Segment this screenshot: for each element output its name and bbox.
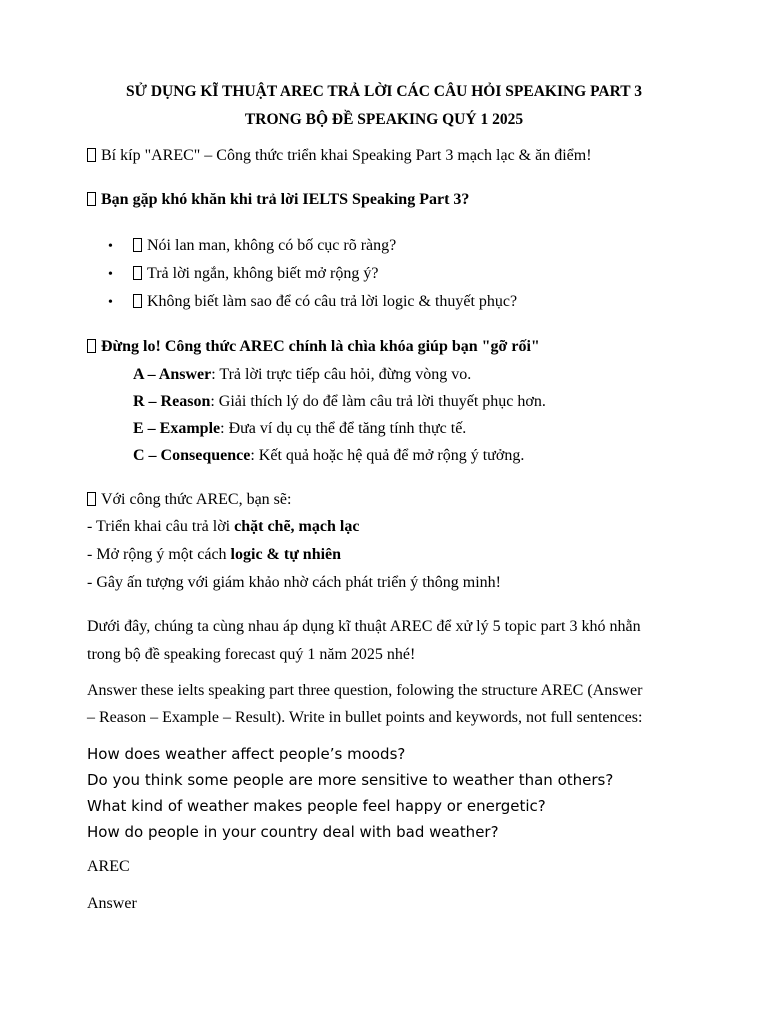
question-item: How does weather affect people’s moods? bbox=[87, 745, 406, 763]
formula-term: A – Answer bbox=[133, 366, 212, 383]
formula-heading-text: Đừng lo! Công thức AREC chính là chìa khóa giúp bạn "gỡ rối" bbox=[101, 338, 540, 355]
formula-item-consequence bbox=[133, 446, 524, 466]
benefit-prefix: - Mở rộng ý một cách bbox=[87, 546, 231, 563]
formula-term: C – Consequence bbox=[133, 447, 251, 464]
problem-item-text: Trả lời ngắn, không biết mở rộng ý? bbox=[147, 265, 379, 282]
formula-desc: : Đưa ví dụ cụ thể để tăng tính thực tế. bbox=[220, 420, 467, 437]
benefit-bold: chặt chẽ, mạch lạc bbox=[234, 518, 360, 535]
benefit-item bbox=[87, 517, 359, 537]
benefits-heading bbox=[87, 490, 291, 510]
formula-desc: : Trả lời trực tiếp câu hỏi, đừng vòng vo. bbox=[211, 366, 472, 383]
question-item: How do people in your country deal with bad weather? bbox=[87, 823, 499, 841]
benefit-item bbox=[87, 573, 501, 593]
missing-glyph-icon bbox=[87, 192, 96, 206]
formula-desc: : Kết quả hoặc hệ quả để mở rộng ý tưởng. bbox=[250, 447, 525, 464]
formula-item-answer bbox=[133, 365, 471, 385]
paragraph-intro-line-2: trong bộ đề speaking forecast quý 1 năm 2025 nhé! bbox=[87, 646, 416, 663]
intro-question bbox=[87, 190, 469, 210]
problem-item-text: Không biết làm sao để có câu trả lời logic & thuyết phục? bbox=[147, 293, 518, 310]
footer-answer: Answer bbox=[87, 895, 137, 912]
problem-item-text: Nói lan man, không có bố cục rõ ràng? bbox=[147, 237, 397, 254]
missing-glyph-icon bbox=[87, 148, 96, 162]
benefit-prefix: - Triển khai câu trả lời bbox=[87, 518, 235, 535]
missing-glyph-icon bbox=[87, 339, 96, 353]
formula-term: E – Example bbox=[133, 420, 221, 437]
benefit-bold: logic & tự nhiên bbox=[230, 546, 342, 563]
problem-item bbox=[133, 264, 378, 284]
missing-glyph-icon bbox=[133, 266, 142, 280]
benefit-prefix: - Gây ấn tượng với giám khảo nhờ cách phát triển ý thông minh! bbox=[87, 574, 501, 591]
formula-item-example bbox=[133, 419, 466, 439]
bullet-dot: • bbox=[108, 267, 113, 282]
intro-tagline-text: Bí kíp "AREC" – Công thức triển khai Speaking Part 3 mạch lạc & ăn điểm! bbox=[101, 147, 592, 164]
missing-glyph-icon bbox=[133, 294, 142, 308]
bullet-dot: • bbox=[108, 239, 113, 254]
formula-term: R – Reason bbox=[133, 393, 211, 410]
paragraph-prompt-line-1: Answer these ielts speaking part three question, folowing the structure AREC (Answer bbox=[87, 682, 643, 699]
bullet-dot: • bbox=[108, 295, 113, 310]
document-title-line-2: TRONG BỘ ĐỀ SPEAKING QUÝ 1 2025 bbox=[244, 111, 524, 128]
formula-item-reason bbox=[133, 392, 546, 412]
paragraph-prompt-line-2: – Reason – Example – Result). Write in bullet points and keywords, not full sentences: bbox=[87, 709, 643, 726]
footer-arec: AREC bbox=[87, 858, 130, 875]
question-item: Do you think some people are more sensitive to weather than others? bbox=[87, 771, 614, 789]
problem-item bbox=[133, 292, 517, 312]
intro-question-text: Bạn gặp khó khăn khi trả lời IELTS Speaking Part 3? bbox=[101, 191, 470, 208]
problem-item bbox=[133, 236, 396, 256]
intro-tagline bbox=[87, 146, 592, 166]
paragraph-intro-line-1: Dưới đây, chúng ta cùng nhau áp dụng kĩ thuật AREC để xử lý 5 topic part 3 khó nhằn bbox=[87, 618, 641, 635]
question-item: What kind of weather makes people feel happy or energetic? bbox=[87, 797, 546, 815]
formula-desc: : Giải thích lý do để làm câu trả lời thuyết phục hơn. bbox=[210, 393, 546, 410]
formula-heading bbox=[87, 337, 540, 357]
missing-glyph-icon bbox=[133, 238, 142, 252]
benefit-item bbox=[87, 545, 341, 565]
document-title-line-1: SỬ DỤNG KĨ THUẬT AREC TRẢ LỜI CÁC CÂU HỎI SPEAKING PART 3 bbox=[126, 83, 642, 100]
benefits-heading-text: Với công thức AREC, bạn sẽ: bbox=[101, 491, 292, 508]
missing-glyph-icon bbox=[87, 492, 96, 506]
